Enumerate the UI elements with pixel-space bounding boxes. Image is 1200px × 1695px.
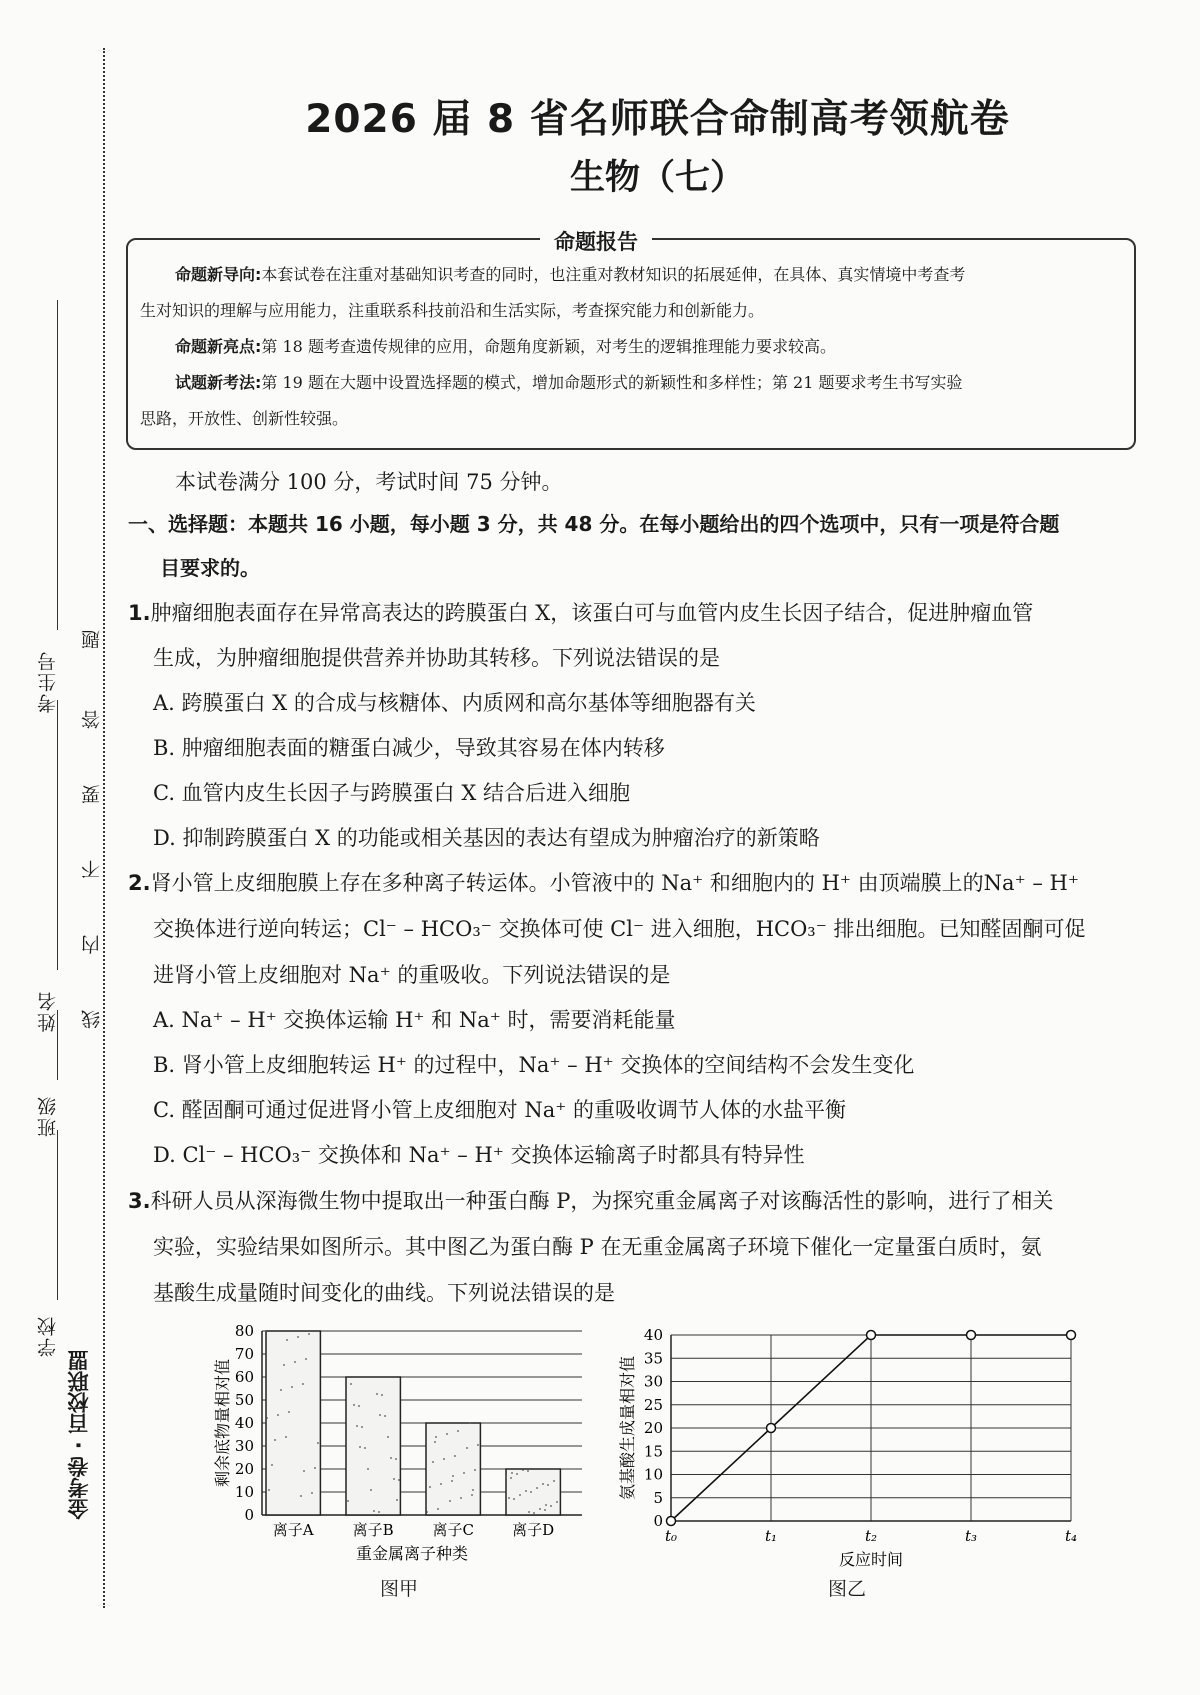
bar-texture-dot — [286, 1339, 288, 1341]
bar-texture-dot — [460, 1497, 462, 1499]
question-number: 1. — [128, 601, 151, 625]
bar-texture-dot — [528, 1511, 530, 1513]
bar-texture-dot — [300, 1495, 302, 1497]
bar-texture-dot — [353, 1404, 355, 1406]
bar-texture-dot — [434, 1441, 436, 1443]
data-point — [867, 1331, 876, 1340]
bar-texture-dot — [378, 1511, 380, 1513]
bar-texture-dot — [426, 1511, 428, 1513]
y-tick-label: 0 — [244, 1506, 254, 1524]
data-point — [1067, 1331, 1076, 1340]
y-tick-label: 60 — [234, 1368, 254, 1386]
bar-texture-dot — [556, 1501, 558, 1503]
bar-texture-dot — [446, 1433, 448, 1435]
bar-texture-dot — [516, 1473, 518, 1475]
bar-texture-dot — [317, 1442, 319, 1444]
report-item-1 — [175, 262, 965, 288]
bar-texture-dot — [373, 1510, 375, 1512]
field-class-underline-2 — [57, 1010, 58, 1080]
bar-texture-dot — [370, 1489, 372, 1491]
report-item-3 — [175, 370, 962, 396]
bar-texture-dot — [449, 1500, 451, 1502]
exam-intro: 本试卷满分 100 分，考试时间 75 分钟。 — [175, 470, 563, 494]
bar-texture-dot — [361, 1426, 363, 1428]
field-name-underline — [57, 700, 58, 970]
bar-chart — [210, 1315, 600, 1595]
chart-caption: 图甲 — [380, 1578, 419, 1600]
notice-char: 不 — [81, 860, 103, 879]
bar-texture-dot — [530, 1491, 532, 1493]
stem-line: 科研人员从深海微生物中提取出一种蛋白酶 P，为探究重金属离子对该酶活性的影响，进行了相关 — [150, 1189, 1054, 1213]
bar-texture-dot — [527, 1470, 529, 1472]
y-tick-label: 20 — [234, 1460, 254, 1478]
bar-texture-dot — [311, 1492, 313, 1494]
stem-line: 进肾小管上皮细胞对 Na⁺ 的重吸收。下列说法错误的是 — [153, 963, 671, 987]
field-school: 学校 — [37, 1315, 59, 1357]
y-tick-label: 30 — [643, 1372, 663, 1391]
bar-texture-dot — [356, 1425, 358, 1427]
report-item-text: 第 18 题考查遗传规律的应用，命题角度新颖，对考生的逻辑推理能力要求较高。 — [261, 337, 836, 356]
x-tick-label: t₀ — [664, 1527, 678, 1545]
notice-char: 答 — [81, 710, 103, 729]
y-tick-label: 40 — [234, 1414, 254, 1432]
x-tick-label: 离子C — [432, 1521, 474, 1539]
bar-texture-dot — [510, 1477, 512, 1479]
y-tick-label: 10 — [643, 1465, 663, 1484]
option-c: C. 醛固酮可通过促进肾小管上皮细胞对 Na⁺ 的重吸收调节人体的水盐平衡 — [153, 1098, 846, 1122]
bar-texture-dot — [367, 1468, 369, 1470]
bar-texture-dot — [379, 1414, 381, 1416]
bar — [426, 1423, 480, 1515]
data-point — [967, 1331, 976, 1340]
report-item-1-cont: 生对知识的理解与应用能力，注重联系科技前沿和生活实际，考查探究能力和创新能力。 — [140, 301, 765, 320]
bar-texture-dot — [432, 1461, 434, 1463]
bar-texture-dot — [291, 1386, 293, 1388]
bar-texture-dot — [268, 1489, 270, 1491]
option-a: A. Na⁺ – H⁺ 交换体运输 H⁺ 和 Na⁺ 时，需要消耗能量 — [153, 1008, 676, 1032]
bar-texture-dot — [398, 1479, 400, 1481]
bar-texture-dot — [545, 1504, 547, 1506]
page-title: 2026 届 8 省名师联合命制高考领航卷 — [305, 97, 1010, 142]
field-name: 姓名 — [37, 990, 59, 1032]
option-d: D. 抑制跨膜蛋白 X 的功能或相关基因的表达有望成为肿瘤治疗的新策略 — [153, 826, 820, 850]
x-tick-label: 离子A — [272, 1521, 314, 1539]
bar-texture-dot — [390, 1457, 392, 1459]
notice-char: 要 — [81, 785, 103, 804]
x-axis-title: 重金属离子种类 — [355, 1544, 469, 1563]
bar-texture-dot — [536, 1487, 538, 1489]
bar — [346, 1377, 400, 1515]
bar-texture-dot — [396, 1499, 398, 1501]
field-exam-number-underline — [57, 300, 58, 630]
bar-texture-dot — [508, 1497, 510, 1499]
bar-texture-dot — [302, 1383, 304, 1385]
y-tick-label: 80 — [234, 1322, 254, 1340]
bar-texture-dot — [277, 1414, 279, 1416]
x-tick-label: t₃ — [964, 1527, 978, 1545]
option-c: C. 血管内皮生长因子与跨膜蛋白 X 结合后进入细胞 — [153, 781, 630, 805]
report-item-label: 试题新考法: — [175, 373, 262, 392]
bar-texture-dot — [376, 1393, 378, 1395]
bar-texture-dot — [539, 1508, 541, 1510]
question-2-stem — [128, 867, 1079, 897]
option-d: D. Cl⁻ – HCO₃⁻ 交换体和 Na⁺ – H⁺ 交换体运输离子时都具有特异性 — [153, 1143, 805, 1167]
report-item-label: 命题新导向: — [175, 265, 262, 284]
bar-texture-dot — [471, 1494, 473, 1496]
bar-texture-dot — [387, 1436, 389, 1438]
y-tick-label: 0 — [653, 1512, 663, 1530]
report-item-label: 命题新亮点: — [175, 337, 262, 356]
bar-texture-dot — [303, 1470, 305, 1472]
stem-line: 肿瘤细胞表面存在异常高表达的跨膜蛋白 X，该蛋白可与血管内皮生长因子结合，促进肿瘤血管 — [150, 601, 1034, 625]
page-subtitle: 生物（七） — [569, 158, 745, 198]
y-tick-label: 5 — [653, 1488, 663, 1507]
bar-texture-dot — [285, 1436, 287, 1438]
y-tick-label: 30 — [234, 1437, 254, 1455]
line-chart — [615, 1315, 1095, 1595]
bar-texture-dot — [314, 1467, 316, 1469]
option-a: A. 跨膜蛋白 X 的合成与核糖体、内质网和高尔基体等细胞器有关 — [153, 691, 756, 715]
bar-texture-dot — [542, 1483, 544, 1485]
bar-texture-dot — [308, 1333, 310, 1335]
section-heading: 一、选择题：本题共 16 小题，每小题 3 分，共 48 分。在每小题给出的四个选项中，只有一项是符合题 — [128, 512, 1060, 536]
x-axis-title: 反应时间 — [838, 1550, 904, 1569]
bar-texture-dot — [547, 1484, 549, 1486]
report-heading: 命题报告 — [540, 226, 652, 256]
bar-texture-dot — [393, 1478, 395, 1480]
y-tick-label: 40 — [643, 1326, 663, 1344]
y-tick-label: 10 — [234, 1483, 254, 1501]
bar-texture-dot — [443, 1458, 445, 1460]
x-tick-label: 离子D — [512, 1521, 555, 1539]
report-item-text: 第 19 题在大题中设置选择题的模式，增加命题形式的新颖性和多样性；第 21 题要求考生书写实验 — [261, 373, 963, 392]
question-number: 2. — [128, 871, 151, 895]
bar-texture-dot — [505, 1476, 507, 1478]
bar-texture-dot — [384, 1415, 386, 1417]
report-item-3-cont: 思路，开放性、创新性较强。 — [140, 409, 349, 428]
bar-texture-dot — [454, 1455, 456, 1457]
bar-texture-dot — [472, 1489, 474, 1491]
bar-texture-dot — [305, 1358, 307, 1360]
stem-line: 基酸生成量随时间变化的曲线。下列说法错误的是 — [153, 1281, 615, 1305]
bar-texture-dot — [451, 1480, 453, 1482]
bar-texture-dot — [347, 1500, 349, 1502]
bar-texture-dot — [435, 1436, 437, 1438]
bar — [266, 1331, 320, 1515]
stem-line: 肾小管上皮细胞膜上存在多种离子转运体。小管液中的 Na⁺ 和细胞内的 H⁺ 由顶端膜上的Na⁺ – H⁺ — [150, 871, 1079, 895]
bar-texture-dot — [297, 1336, 299, 1338]
bar-texture-dot — [553, 1480, 555, 1482]
y-axis-title: 氨基酸生成量相对值 — [618, 1355, 637, 1501]
question-3-stem — [128, 1185, 1053, 1215]
bar-texture-dot — [544, 1509, 546, 1511]
bar-texture-dot — [452, 1475, 454, 1477]
chart-caption: 图乙 — [828, 1578, 867, 1600]
bar-texture-dot — [271, 1464, 273, 1466]
bar-texture-dot — [359, 1446, 361, 1448]
bar-texture-dot — [280, 1389, 282, 1391]
report-item-2 — [175, 334, 836, 360]
question-1-stem — [128, 597, 1033, 627]
option-b: B. 肾小管上皮细胞转运 H⁺ 的过程中，Na⁺ – H⁺ 交换体的空间结构不会发生变化 — [153, 1053, 915, 1077]
bar-texture-dot — [463, 1472, 465, 1474]
bar-texture-dot — [466, 1447, 468, 1449]
bar-texture-dot — [395, 1458, 397, 1460]
y-tick-label: 20 — [643, 1419, 663, 1437]
bar-texture-dot — [457, 1430, 459, 1432]
bar-texture-dot — [265, 1330, 267, 1332]
notice-char: 内 — [81, 935, 103, 954]
bar-texture-dot — [550, 1505, 552, 1507]
stem-line: 实验，实验结果如图所示。其中图乙为蛋白酶 P 在无重金属离子环境下催化一定量蛋白质时，氨 — [153, 1235, 1042, 1259]
x-tick-label: t₄ — [1064, 1527, 1078, 1545]
bar — [506, 1469, 560, 1515]
bar-texture-dot — [266, 1417, 268, 1419]
bar-texture-dot — [364, 1447, 366, 1449]
field-exam-number: 考生号 — [37, 650, 59, 713]
bar-texture-dot — [429, 1486, 431, 1488]
bar-texture-dot — [525, 1490, 527, 1492]
notice-char: 线 — [81, 1010, 103, 1029]
stem-line: 交换体进行逆向转运；Cl⁻ – HCO₃⁻ 交换体可使 Cl⁻ 进入细胞，HCO₃⁻ 排出细胞。已知醛固酮可促 — [153, 917, 1086, 941]
bar-texture-dot — [513, 1498, 515, 1500]
bar-texture-dot — [274, 1439, 276, 1441]
bar-texture-dot — [288, 1411, 290, 1413]
bar-texture-dot — [294, 1361, 296, 1363]
y-tick-label: 15 — [643, 1442, 663, 1461]
question-number: 3. — [128, 1189, 151, 1213]
report-item-text: 本套试卷在注重对基础知识考查的同时，也注重对教材知识的拓展延伸，在具体、真实情境中考查考 — [261, 265, 966, 284]
binding-dashed-line — [103, 48, 105, 1608]
bar-texture-dot — [437, 1508, 439, 1510]
field-class: 班级 — [37, 1095, 59, 1137]
y-tick-label: 70 — [234, 1345, 254, 1363]
brand-label: 金考卷 · 百校联盟 — [67, 1350, 91, 1520]
y-tick-label: 50 — [234, 1391, 254, 1409]
option-b: B. 肿瘤细胞表面的糖蛋白减少，导致其容易在体内转移 — [153, 736, 665, 760]
x-tick-label: t₁ — [764, 1527, 778, 1545]
bar-texture-dot — [522, 1469, 524, 1471]
bar-texture-dot — [519, 1494, 521, 1496]
data-point — [667, 1517, 676, 1526]
data-point — [767, 1424, 776, 1433]
y-tick-label: 35 — [643, 1349, 663, 1368]
stem-line: 生成，为肿瘤细胞提供营养并协助其转移。下列说法错误的是 — [153, 646, 720, 670]
x-tick-label: t₂ — [864, 1527, 878, 1545]
bar-texture-dot — [283, 1364, 285, 1366]
bar-texture-dot — [469, 1422, 471, 1424]
notice-char: 题 — [81, 630, 103, 649]
y-axis-title: 剩余底物量相对值 — [213, 1358, 232, 1488]
bar-texture-dot — [358, 1405, 360, 1407]
section-heading-cont: 目要求的。 — [160, 556, 260, 580]
bar-texture-dot — [511, 1472, 513, 1474]
field-school-underline — [57, 1130, 58, 1300]
bar-texture-dot — [350, 1383, 352, 1385]
bar-texture-dot — [381, 1394, 383, 1396]
bar-texture-dot — [533, 1512, 535, 1514]
bar-texture-dot — [477, 1444, 479, 1446]
x-tick-label: 离子B — [352, 1521, 394, 1539]
bar-texture-dot — [440, 1483, 442, 1485]
bar-texture-dot — [474, 1469, 476, 1471]
y-tick-label: 25 — [643, 1395, 663, 1414]
